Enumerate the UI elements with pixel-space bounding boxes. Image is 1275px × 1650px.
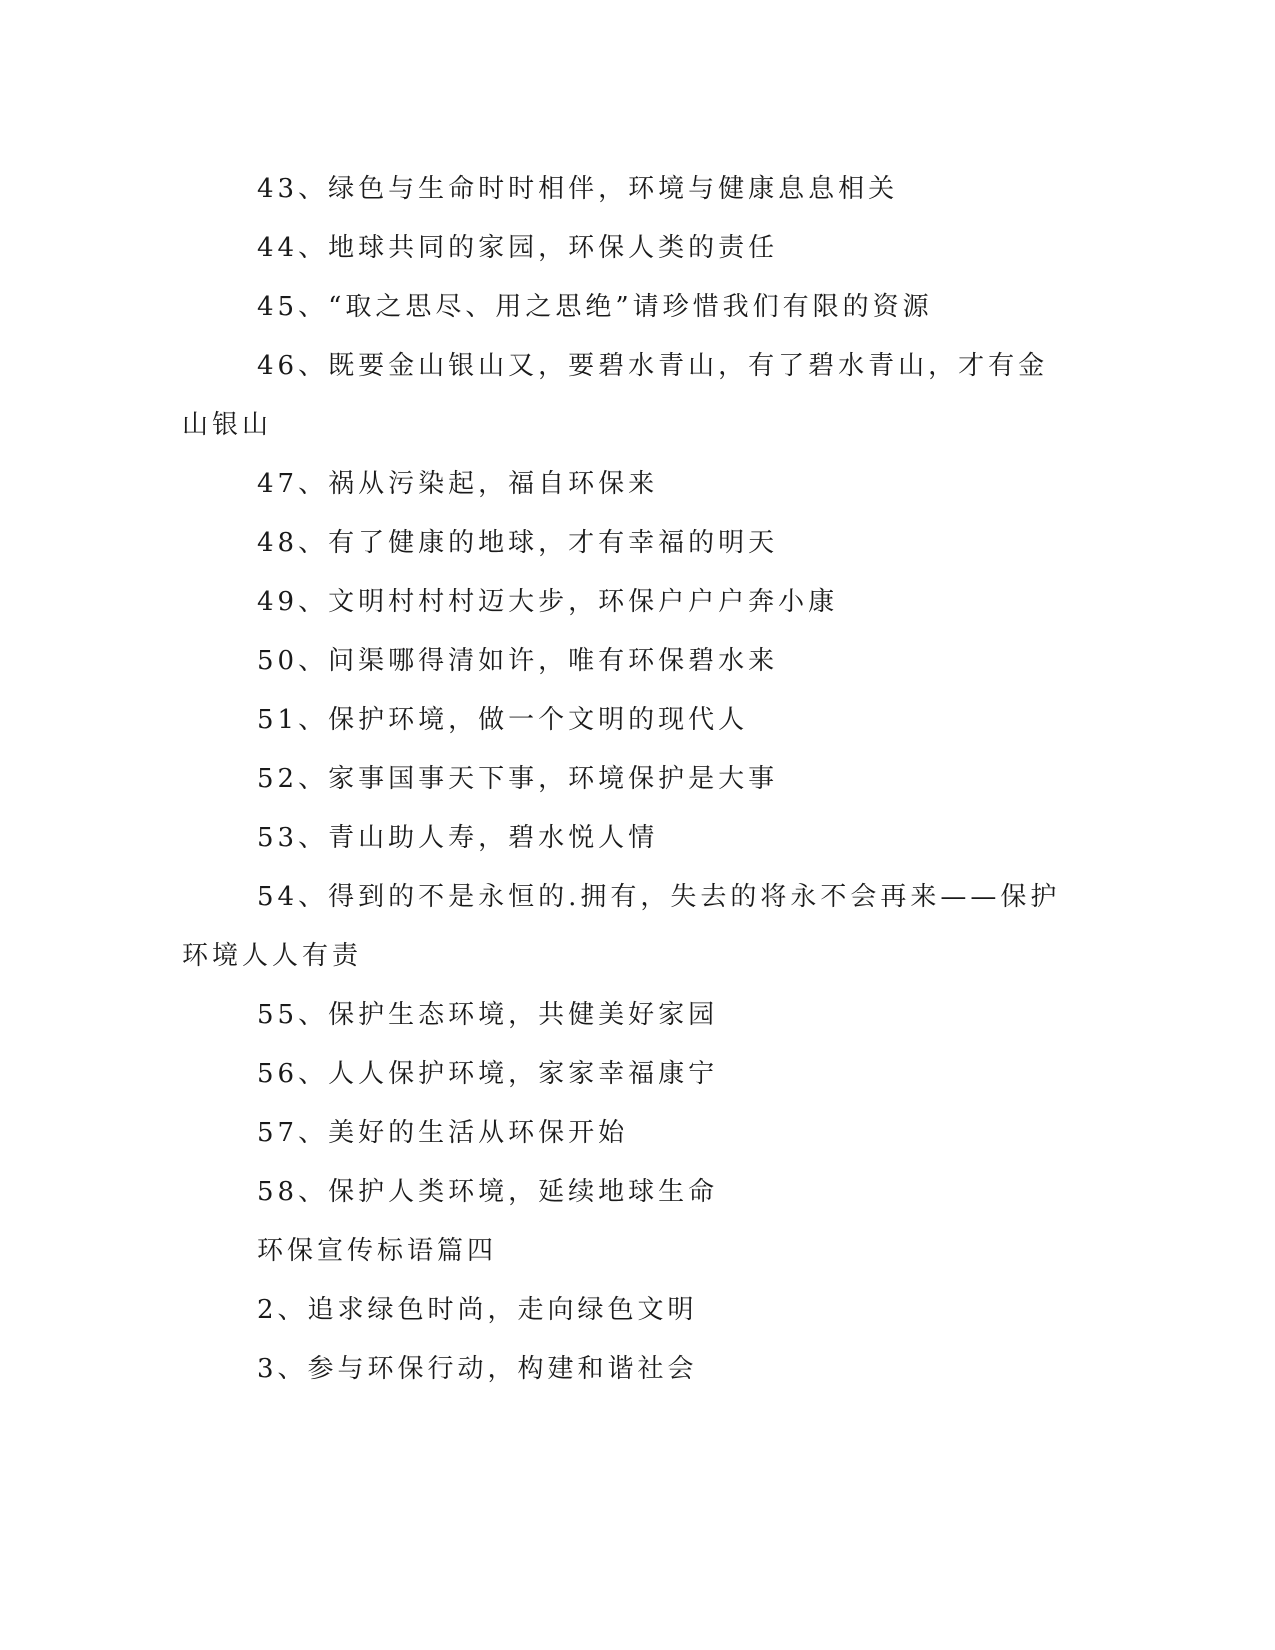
slogan-50: 50、问渠哪得清如许，唯有环保碧水来 <box>257 646 779 676</box>
section-slogan-3: 3、参与环保行动，构建和谐社会 <box>257 1354 698 1384</box>
slogan-51: 51、保护环境，做一个文明的现代人 <box>257 705 749 735</box>
slogan-58: 58、保护人类环境，延续地球生命 <box>257 1177 719 1207</box>
slogan-56: 56、人人保护环境，家家幸福康宁 <box>257 1059 719 1089</box>
slogan-44: 44、地球共同的家园，环保人类的责任 <box>257 233 779 263</box>
slogan-47: 47、祸从污染起，福自环保来 <box>257 469 659 499</box>
slogan-55: 55、保护生态环境，共健美好家园 <box>257 1000 719 1030</box>
slogan-52: 52、家事国事天下事，环境保护是大事 <box>257 764 779 794</box>
slogan-46: 46、既要金山银山又，要碧水青山，有了碧水青山，才有金山银山 <box>182 351 1049 440</box>
slogan-43: 43、绿色与生命时时相伴，环境与健康息息相关 <box>257 174 899 204</box>
document-body <box>182 160 1062 1399</box>
slogan-57: 57、美好的生活从环保开始 <box>257 1118 629 1148</box>
slogan-54: 54、得到的不是永恒的.拥有，失去的将永不会再来——保护环境人人有责 <box>182 882 1061 971</box>
slogan-45: 45、“取之思尽、用之思绝”请珍惜我们有限的资源 <box>257 292 933 322</box>
slogan-48: 48、有了健康的地球，才有幸福的明天 <box>257 528 779 558</box>
slogan-49: 49、文明村村村迈大步，环保户户户奔小康 <box>257 587 839 617</box>
section-heading: 环保宣传标语篇四 <box>257 1236 498 1266</box>
slogan-53: 53、青山助人寿，碧水悦人情 <box>257 823 659 853</box>
section-slogan-2: 2、追求绿色时尚，走向绿色文明 <box>257 1295 698 1325</box>
